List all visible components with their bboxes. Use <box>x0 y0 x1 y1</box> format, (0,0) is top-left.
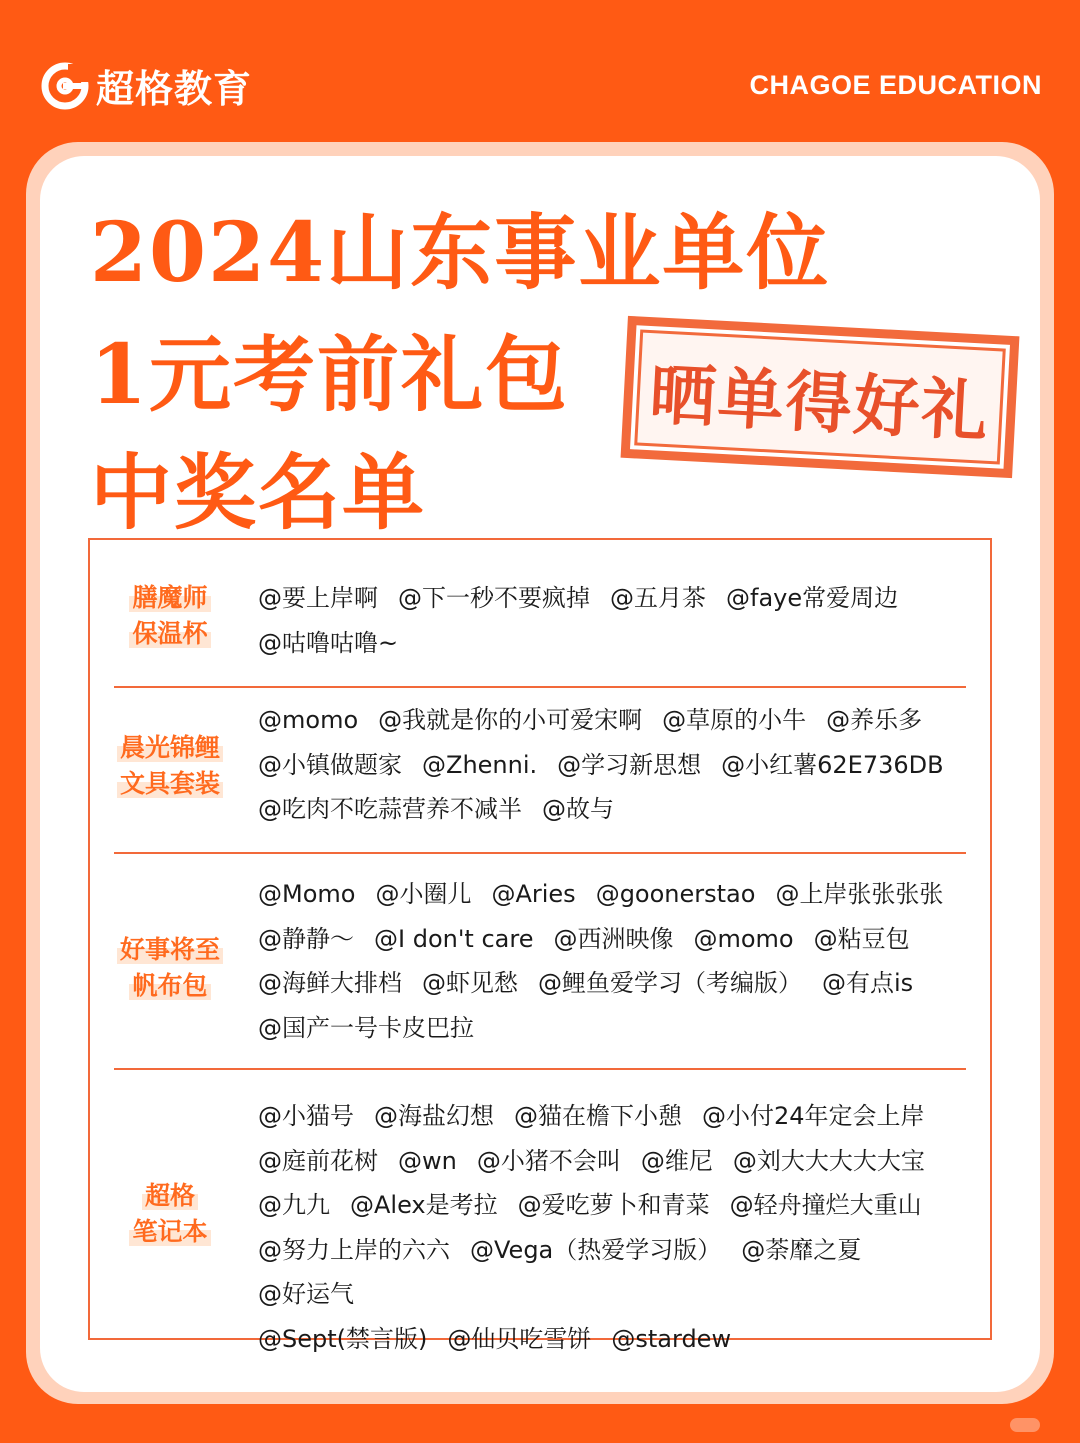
prize-label: 好事将至 帆布包 <box>90 932 250 1004</box>
winner: @学习新思想 <box>557 750 702 779</box>
winner: @西洲映像 <box>553 924 674 953</box>
prize-label: 膳魔师 保温杯 <box>90 580 250 652</box>
winner: @Vega（热爱学习版） <box>470 1235 722 1264</box>
prize-label: 超格 笔记本 <box>90 1178 250 1250</box>
winner: @小猪不会叫 <box>476 1146 621 1175</box>
winner: @小红薯62E736DB <box>721 750 944 779</box>
brand-name: 超格教育 <box>96 67 253 111</box>
winner: @I don't care <box>374 924 534 953</box>
winner: @养乐多 <box>826 706 923 734</box>
winner: @Zhenni. <box>422 750 538 779</box>
prize-row <box>90 688 990 852</box>
winner: @Aries <box>491 880 576 908</box>
winner-table <box>88 538 992 1353</box>
winner-list <box>258 872 968 1050</box>
winner: @刘大大大大大宝 <box>732 1146 925 1175</box>
winner: @Momo <box>258 880 356 908</box>
winner: @猫在檐下小憩 <box>514 1102 682 1130</box>
prize-row <box>90 854 990 1068</box>
header <box>0 0 1080 150</box>
winner: @九九 <box>258 1191 330 1219</box>
winner: @stardew <box>611 1324 732 1353</box>
winner: @momo <box>693 924 794 953</box>
winner: @有点is <box>822 969 914 997</box>
winner: @faye常爱周边 <box>726 584 899 612</box>
winner: @Sept(禁言版) <box>258 1324 428 1353</box>
winner: @鲤鱼爱学习（考编版） <box>538 969 802 997</box>
prize-row <box>90 1070 990 1353</box>
stamp <box>621 316 1020 478</box>
brand-name-en: CHAGOE EDUCATION <box>749 70 1042 100</box>
winner: @爱吃萝卜和青菜 <box>517 1191 710 1219</box>
winner-list <box>258 698 968 832</box>
winner: @下一秒不要疯掉 <box>398 584 590 612</box>
winner: @小猫号 <box>258 1102 354 1130</box>
winner: @Alex是考拉 <box>350 1191 498 1219</box>
winner: @咕噜咕噜~ <box>258 628 399 657</box>
winner-list <box>258 576 968 665</box>
watermark <box>1010 1418 1040 1432</box>
winner: @小镇做题家 <box>258 750 402 779</box>
winner: @粘豆包 <box>813 924 910 953</box>
title-line-2: 1元考前礼包 <box>90 327 570 423</box>
winner: @维尼 <box>640 1146 713 1175</box>
winner: @要上岸啊 <box>258 584 378 612</box>
winner: @海鲜大排档 <box>258 969 402 997</box>
winner: @海盐幻想 <box>374 1102 494 1130</box>
winner: @庭前花树 <box>258 1146 378 1175</box>
winner: @故与 <box>542 795 614 823</box>
winner: @momo <box>258 706 359 734</box>
brand-logo <box>38 58 252 113</box>
brand-logo-icon <box>38 59 92 113</box>
winner: @静静～ <box>258 924 354 953</box>
winner: @小付24年定会上岸 <box>702 1102 925 1130</box>
stamp-text: 晒单得好礼 <box>634 330 1006 465</box>
winner: @吃肉不吃蒜营养不减半 <box>258 795 522 823</box>
prize-row <box>90 540 990 686</box>
winner: @五月茶 <box>610 584 706 612</box>
winner: @好运气 <box>258 1280 354 1308</box>
winner: @上岸张张张张 <box>775 880 944 908</box>
winner: @小圈儿 <box>375 880 472 908</box>
winner-list <box>258 1094 968 1361</box>
winner: @wn <box>398 1146 457 1175</box>
winner: @虾见愁 <box>422 969 518 997</box>
winner: @荼靡之夏 <box>741 1235 862 1264</box>
winner: @草原的小牛 <box>662 706 807 734</box>
prize-label: 晨光锦鲤 文具套装 <box>90 730 250 802</box>
winner: @轻舟撞烂大重山 <box>729 1191 922 1219</box>
winner: @goonerstao <box>595 880 756 908</box>
winner: @国产一号卡皮巴拉 <box>258 1013 474 1042</box>
winner: @我就是你的小可爱宋啊 <box>378 706 643 734</box>
title-line-1: 2024山东事业单位 <box>90 205 831 301</box>
winner: @努力上岸的六六 <box>258 1235 450 1264</box>
winner: @仙贝吃雪饼 <box>447 1324 592 1353</box>
title-line-3: 中奖名单 <box>90 445 427 541</box>
